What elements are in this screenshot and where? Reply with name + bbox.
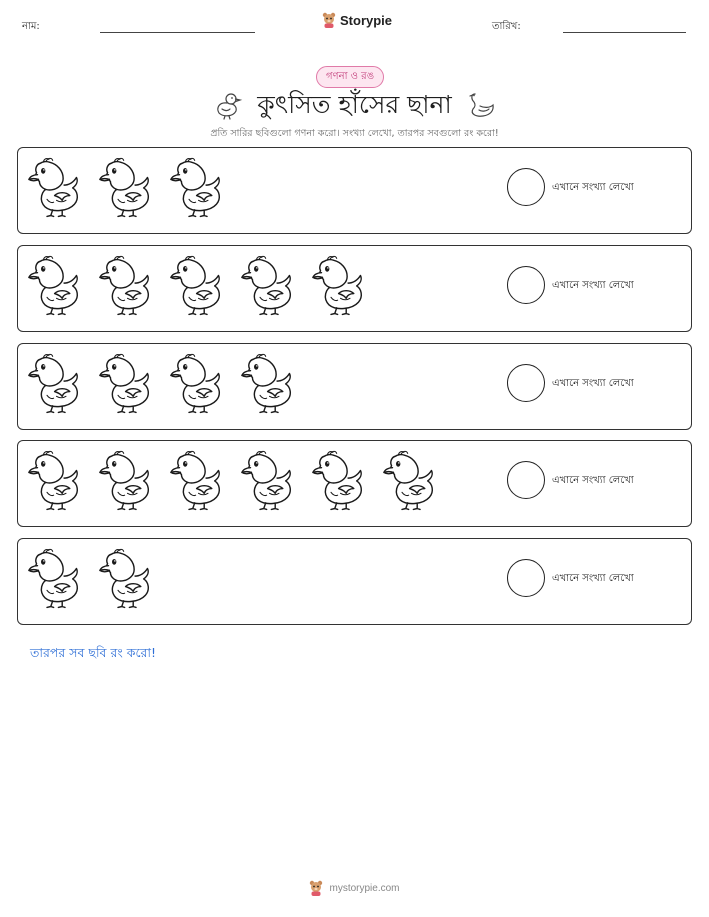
instructions: প্রতি সারির ছবিগুলো গণনা করো। সংখ্যা লেখো, তারপর সবগুলো রং করো! (210, 128, 499, 139)
answer-circle[interactable] (507, 461, 545, 499)
duckling-icon (28, 547, 85, 609)
duckling-icon (241, 254, 298, 316)
site-url: mystorypie.com (329, 882, 400, 894)
title-row (0, 88, 709, 122)
duckling-icon (170, 156, 227, 218)
answer-circle[interactable] (507, 559, 545, 597)
duckling-icon (28, 449, 85, 511)
date-field[interactable] (563, 32, 686, 33)
answer-label: এখানে সংখ্যা লেখো (552, 378, 634, 389)
answer-label: এখানে সংখ্যা লেখো (552, 182, 634, 193)
duckling-icon (170, 352, 227, 414)
counting-row (17, 440, 692, 527)
duckling-icon (383, 449, 440, 511)
category-badge: গণনা ও রঙ (316, 66, 384, 88)
duckling-icon (312, 449, 369, 511)
answer-circle[interactable] (507, 364, 545, 402)
name-field[interactable] (100, 32, 255, 33)
page-title: কুৎসিত হাঁসের ছানা (257, 90, 452, 119)
counting-row (17, 147, 692, 234)
duckling-icon (28, 254, 85, 316)
bear-mascot-icon (309, 880, 323, 896)
counting-row (17, 343, 692, 430)
duckling-icon (28, 352, 85, 414)
counting-row (17, 538, 692, 625)
color-instruction: তারপর সব ছবি রং করো! (30, 645, 156, 660)
duckling-icon (213, 90, 243, 120)
duckling-icon (170, 449, 227, 511)
bear-mascot-icon (322, 12, 336, 28)
duckling-icon (99, 547, 156, 609)
duckling-icon (99, 156, 156, 218)
duckling-icon (312, 254, 369, 316)
duckling-icon (99, 352, 156, 414)
duck-group (28, 547, 156, 609)
duckling-icon (99, 254, 156, 316)
swan-icon (466, 90, 496, 120)
duckling-icon (28, 156, 85, 218)
answer-label: এখানে সংখ্যা লেখো (552, 573, 634, 584)
site-footer (0, 880, 709, 896)
duckling-icon (170, 254, 227, 316)
brand-logo (322, 12, 392, 28)
duckling-icon (241, 352, 298, 414)
date-label: তারিখ: (492, 21, 521, 32)
name-label: নাম: (22, 21, 40, 32)
answer-label: এখানে সংখ্যা লেখো (552, 280, 634, 291)
duckling-icon (241, 449, 298, 511)
duck-group (28, 449, 440, 511)
duck-group (28, 156, 227, 218)
duck-group (28, 254, 369, 316)
answer-label: এখানে সংখ্যা লেখো (552, 475, 634, 486)
duckling-icon (99, 449, 156, 511)
answer-circle[interactable] (507, 266, 545, 304)
answer-circle[interactable] (507, 168, 545, 206)
brand-name: Storypie (340, 12, 393, 28)
duck-group (28, 352, 298, 414)
counting-row (17, 245, 692, 332)
